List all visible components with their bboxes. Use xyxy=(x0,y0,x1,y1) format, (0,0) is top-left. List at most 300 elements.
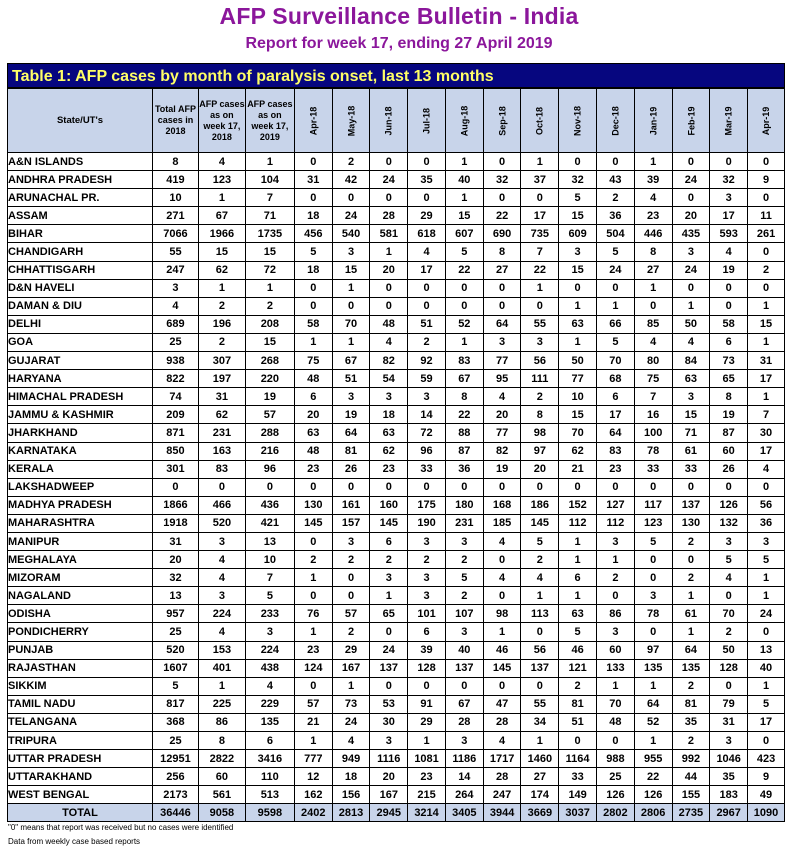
state-name: ASSAM xyxy=(8,207,153,225)
cell-value: 50 xyxy=(559,352,597,370)
cell-value: 955 xyxy=(634,750,672,768)
cell-value: 938 xyxy=(152,352,198,370)
cell-value: 456 xyxy=(294,225,332,243)
cell-value: 15 xyxy=(748,315,785,333)
cell-value: 128 xyxy=(710,659,748,677)
table-row xyxy=(8,207,785,225)
cell-value: 4 xyxy=(672,333,710,351)
cell-value: 67 xyxy=(332,352,370,370)
cell-value: 2 xyxy=(198,333,245,351)
cell-value: 261 xyxy=(748,225,785,243)
table-row xyxy=(8,659,785,677)
cell-value: 2173 xyxy=(152,786,198,804)
cell-value: 133 xyxy=(597,659,635,677)
cell-value: 17 xyxy=(521,207,559,225)
cell-value: 0 xyxy=(597,153,635,171)
cell-value: 3 xyxy=(332,532,370,550)
cell-value: 42 xyxy=(332,171,370,189)
cell-value: 2806 xyxy=(634,804,672,822)
cell-value: 37 xyxy=(521,171,559,189)
cell-value: 4 xyxy=(748,460,785,478)
cell-value: 52 xyxy=(445,315,483,333)
cell-value: 59 xyxy=(408,370,446,388)
cell-value: 8 xyxy=(152,153,198,171)
header-month-label: May-18 xyxy=(346,105,357,136)
cell-value: 607 xyxy=(445,225,483,243)
cell-value: 162 xyxy=(294,786,332,804)
cell-value: 64 xyxy=(672,641,710,659)
state-name: ANDHRA PRADESH xyxy=(8,171,153,189)
cell-value: 1 xyxy=(445,153,483,171)
cell-value: 24 xyxy=(672,261,710,279)
cell-value: 190 xyxy=(408,514,446,532)
cell-value: 1 xyxy=(445,333,483,351)
cell-value: 4 xyxy=(152,297,198,315)
cell-value: 850 xyxy=(152,442,198,460)
cell-value: 224 xyxy=(198,605,245,623)
cell-value: 68 xyxy=(597,370,635,388)
cell-value: 8 xyxy=(483,243,521,261)
cell-value: 1046 xyxy=(710,750,748,768)
table-row xyxy=(8,352,785,370)
header-month xyxy=(370,89,408,153)
cell-value: 1 xyxy=(559,587,597,605)
cell-value: 72 xyxy=(245,261,294,279)
table-row xyxy=(8,424,785,442)
afp-cases-table xyxy=(7,88,785,822)
cell-value: 0 xyxy=(748,243,785,261)
cell-value: 28 xyxy=(445,713,483,731)
cell-value: 30 xyxy=(748,424,785,442)
cell-value: 17 xyxy=(748,713,785,731)
header-month-label: Oct-18 xyxy=(534,106,545,135)
cell-value: 0 xyxy=(294,478,332,496)
header-month-label: Jun-18 xyxy=(383,105,394,136)
cell-value: 56 xyxy=(748,496,785,514)
cell-value: 822 xyxy=(152,370,198,388)
cell-value: 0 xyxy=(597,279,635,297)
cell-value: 152 xyxy=(559,496,597,514)
table-total-row xyxy=(8,804,785,822)
cell-value: 17 xyxy=(748,442,785,460)
table-row xyxy=(8,623,785,641)
table-row xyxy=(8,225,785,243)
cell-value: 609 xyxy=(559,225,597,243)
cell-value: 0 xyxy=(245,478,294,496)
cell-value: 0 xyxy=(521,297,559,315)
cell-value: 155 xyxy=(672,786,710,804)
cell-value: 0 xyxy=(483,677,521,695)
cell-value: 73 xyxy=(710,352,748,370)
cell-value: 419 xyxy=(152,171,198,189)
header-month-label: Jan-19 xyxy=(648,106,659,135)
cell-value: 0 xyxy=(710,153,748,171)
cell-value: 229 xyxy=(245,695,294,713)
cell-value: 0 xyxy=(559,279,597,297)
cell-value: 64 xyxy=(597,424,635,442)
cell-value: 233 xyxy=(245,605,294,623)
cell-value: 58 xyxy=(294,315,332,333)
cell-value: 84 xyxy=(672,352,710,370)
cell-value: 2 xyxy=(245,297,294,315)
cell-value: 4 xyxy=(483,569,521,587)
cell-value: 0 xyxy=(672,551,710,569)
cell-value: 80 xyxy=(634,352,672,370)
header-month-label: Feb-19 xyxy=(685,105,696,136)
cell-value: 18 xyxy=(294,261,332,279)
cell-value: 52 xyxy=(634,713,672,731)
cell-value: 0 xyxy=(483,551,521,569)
cell-value: 62 xyxy=(198,406,245,424)
cell-value: 14 xyxy=(408,406,446,424)
state-name: BIHAR xyxy=(8,225,153,243)
cell-value: 82 xyxy=(370,352,408,370)
cell-value: 123 xyxy=(634,514,672,532)
cell-value: 231 xyxy=(198,424,245,442)
cell-value: 9058 xyxy=(198,804,245,822)
cell-value: 0 xyxy=(634,478,672,496)
cell-value: 77 xyxy=(559,370,597,388)
cell-value: 55 xyxy=(152,243,198,261)
table-row xyxy=(8,388,785,406)
cell-value: 126 xyxy=(710,496,748,514)
cell-value: 4 xyxy=(483,732,521,750)
cell-value: 0 xyxy=(294,587,332,605)
cell-value: 55 xyxy=(521,695,559,713)
state-name: CHHATTISGARH xyxy=(8,261,153,279)
cell-value: 2 xyxy=(672,732,710,750)
cell-value: 0 xyxy=(408,279,446,297)
cell-value: 20 xyxy=(370,768,408,786)
cell-value: 446 xyxy=(634,225,672,243)
cell-value: 156 xyxy=(332,786,370,804)
cell-value: 224 xyxy=(245,641,294,659)
cell-value: 127 xyxy=(597,496,635,514)
cell-value: 1116 xyxy=(370,750,408,768)
cell-value: 0 xyxy=(370,677,408,695)
cell-value: 40 xyxy=(748,659,785,677)
cell-value: 1 xyxy=(559,297,597,315)
cell-value: 3416 xyxy=(245,750,294,768)
cell-value: 36 xyxy=(445,460,483,478)
cell-value: 209 xyxy=(152,406,198,424)
state-name: UTTARAKHAND xyxy=(8,768,153,786)
cell-value: 618 xyxy=(408,225,446,243)
cell-value: 3 xyxy=(152,279,198,297)
cell-value: 40 xyxy=(445,171,483,189)
cell-value: 0 xyxy=(710,587,748,605)
cell-value: 0 xyxy=(710,297,748,315)
cell-value: 46 xyxy=(559,641,597,659)
cell-value: 1 xyxy=(521,153,559,171)
table-row xyxy=(8,261,785,279)
cell-value: 3 xyxy=(672,243,710,261)
cell-value: 51 xyxy=(559,713,597,731)
cell-value: 3 xyxy=(445,623,483,641)
cell-value: 4 xyxy=(521,569,559,587)
cell-value: 1 xyxy=(332,279,370,297)
header-month xyxy=(408,89,446,153)
cell-value: 48 xyxy=(294,442,332,460)
cell-value: 593 xyxy=(710,225,748,243)
cell-value: 5 xyxy=(152,677,198,695)
cell-value: 2 xyxy=(559,677,597,695)
cell-value: 97 xyxy=(634,641,672,659)
cell-value: 3 xyxy=(445,732,483,750)
cell-value: 28 xyxy=(483,768,521,786)
table-row xyxy=(8,189,785,207)
cell-value: 1 xyxy=(748,587,785,605)
cell-value: 67 xyxy=(445,695,483,713)
cell-value: 0 xyxy=(710,677,748,695)
cell-value: 2 xyxy=(748,261,785,279)
table-row xyxy=(8,171,785,189)
table-header-row xyxy=(8,89,785,153)
cell-value: 1 xyxy=(672,297,710,315)
state-name: RAJASTHAN xyxy=(8,659,153,677)
cell-value: 61 xyxy=(672,605,710,623)
cell-value: 4 xyxy=(634,333,672,351)
cell-value: 167 xyxy=(370,786,408,804)
cell-value: 6 xyxy=(597,388,635,406)
cell-value: 4 xyxy=(332,732,370,750)
cell-value: 74 xyxy=(152,388,198,406)
cell-value: 0 xyxy=(294,189,332,207)
table-row xyxy=(8,315,785,333)
cell-value: 20 xyxy=(294,406,332,424)
header-month-label: Sep-18 xyxy=(497,105,508,136)
cell-value: 22 xyxy=(445,406,483,424)
state-name: LAKSHADWEEP xyxy=(8,478,153,496)
cell-value: 20 xyxy=(672,207,710,225)
cell-value: 3 xyxy=(748,532,785,550)
cell-value: 157 xyxy=(332,514,370,532)
cell-value: 135 xyxy=(672,659,710,677)
header-week17-2018: AFP cases as on week 17, 2018 xyxy=(198,89,245,153)
cell-value: 145 xyxy=(370,514,408,532)
cell-value: 1 xyxy=(294,732,332,750)
cell-value: 57 xyxy=(245,406,294,424)
table-row xyxy=(8,478,785,496)
cell-value: 65 xyxy=(370,605,408,623)
table-row xyxy=(8,605,785,623)
page-title: AFP Surveillance Bulletin - India xyxy=(219,3,579,29)
cell-value: 6 xyxy=(710,333,748,351)
cell-value: 197 xyxy=(198,370,245,388)
cell-value: 174 xyxy=(521,786,559,804)
cell-value: 8 xyxy=(521,406,559,424)
cell-value: 22 xyxy=(483,207,521,225)
cell-value: 35 xyxy=(710,768,748,786)
cell-value: 2402 xyxy=(294,804,332,822)
cell-value: 0 xyxy=(332,478,370,496)
cell-value: 1 xyxy=(245,153,294,171)
cell-value: 65 xyxy=(710,370,748,388)
cell-value: 871 xyxy=(152,424,198,442)
cell-value: 112 xyxy=(559,514,597,532)
cell-value: 40 xyxy=(445,641,483,659)
cell-value: 264 xyxy=(445,786,483,804)
table-row xyxy=(8,442,785,460)
cell-value: 26 xyxy=(332,460,370,478)
table-row xyxy=(8,695,785,713)
cell-value: 215 xyxy=(408,786,446,804)
cell-value: 137 xyxy=(370,659,408,677)
cell-value: 268 xyxy=(245,352,294,370)
header-month xyxy=(559,89,597,153)
cell-value: 5 xyxy=(597,333,635,351)
cell-value: 104 xyxy=(245,171,294,189)
cell-value: 0 xyxy=(445,297,483,315)
cell-value: 271 xyxy=(152,207,198,225)
cell-value: 1 xyxy=(597,677,635,695)
cell-value: 70 xyxy=(597,352,635,370)
cell-value: 3669 xyxy=(521,804,559,822)
cell-value: 64 xyxy=(483,315,521,333)
cell-value: 6 xyxy=(370,532,408,550)
cell-value: 10 xyxy=(152,189,198,207)
cell-value: 4 xyxy=(198,153,245,171)
cell-value: 21 xyxy=(294,713,332,731)
cell-value: 2 xyxy=(672,532,710,550)
cell-value: 130 xyxy=(672,514,710,532)
cell-value: 35 xyxy=(672,713,710,731)
cell-value: 81 xyxy=(672,695,710,713)
cell-value: 30 xyxy=(370,713,408,731)
cell-value: 988 xyxy=(597,750,635,768)
cell-value: 5 xyxy=(445,243,483,261)
cell-value: 34 xyxy=(521,713,559,731)
cell-value: 20 xyxy=(483,406,521,424)
cell-value: 1 xyxy=(198,189,245,207)
cell-value: 56 xyxy=(521,352,559,370)
cell-value: 98 xyxy=(521,424,559,442)
cell-value: 32 xyxy=(152,569,198,587)
cell-value: 220 xyxy=(245,370,294,388)
cell-value: 29 xyxy=(332,641,370,659)
table-title: Table 1: AFP cases by month of paralysis onset, last 13 months xyxy=(7,63,785,88)
cell-value: 60 xyxy=(597,641,635,659)
cell-value: 231 xyxy=(445,514,483,532)
cell-value: 4 xyxy=(483,532,521,550)
cell-value: 7066 xyxy=(152,225,198,243)
cell-value: 66 xyxy=(597,315,635,333)
cell-value: 4 xyxy=(710,569,748,587)
cell-value: 29 xyxy=(408,207,446,225)
cell-value: 145 xyxy=(294,514,332,532)
header-week17-2019: AFP cases as on week 17, 2019 xyxy=(245,89,294,153)
cell-value: 8 xyxy=(198,732,245,750)
cell-value: 63 xyxy=(294,424,332,442)
cell-value: 735 xyxy=(521,225,559,243)
cell-value: 1 xyxy=(521,732,559,750)
cell-value: 0 xyxy=(294,677,332,695)
cell-value: 438 xyxy=(245,659,294,677)
cell-value: 8 xyxy=(445,388,483,406)
cell-value: 33 xyxy=(672,460,710,478)
cell-value: 0 xyxy=(634,297,672,315)
cell-value: 2 xyxy=(521,388,559,406)
cell-value: 7 xyxy=(521,243,559,261)
cell-value: 0 xyxy=(332,587,370,605)
cell-value: 60 xyxy=(198,768,245,786)
cell-value: 62 xyxy=(198,261,245,279)
header-month-label: Apr-19 xyxy=(761,106,772,135)
header-state: State/UT's xyxy=(8,89,153,153)
cell-value: 0 xyxy=(672,279,710,297)
cell-value: 32 xyxy=(710,171,748,189)
state-name: TELANGANA xyxy=(8,713,153,731)
cell-value: 71 xyxy=(245,207,294,225)
cell-value: 87 xyxy=(710,424,748,442)
state-name: UTTAR PRADESH xyxy=(8,750,153,768)
table-row xyxy=(8,153,785,171)
cell-value: 168 xyxy=(483,496,521,514)
cell-value: 4 xyxy=(408,243,446,261)
state-name: HIMACHAL PRADESH xyxy=(8,388,153,406)
cell-value: 0 xyxy=(294,297,332,315)
cell-value: 1 xyxy=(634,732,672,750)
cell-value: 1 xyxy=(483,623,521,641)
cell-value: 20 xyxy=(370,261,408,279)
cell-value: 2 xyxy=(408,333,446,351)
cell-value: 0 xyxy=(597,587,635,605)
cell-value: 0 xyxy=(634,551,672,569)
cell-value: 72 xyxy=(408,424,446,442)
table-row xyxy=(8,750,785,768)
cell-value: 10 xyxy=(559,388,597,406)
state-name: MAHARASHTRA xyxy=(8,514,153,532)
cell-value: 63 xyxy=(370,424,408,442)
cell-value: 3214 xyxy=(408,804,446,822)
cell-value: 0 xyxy=(521,677,559,695)
cell-value: 32 xyxy=(483,171,521,189)
cell-value: 48 xyxy=(370,315,408,333)
cell-value: 22 xyxy=(445,261,483,279)
cell-value: 86 xyxy=(198,713,245,731)
cell-value: 31 xyxy=(710,713,748,731)
cell-value: 0 xyxy=(483,587,521,605)
cell-value: 368 xyxy=(152,713,198,731)
header-month-label: Dec-18 xyxy=(610,105,621,136)
cell-value: 421 xyxy=(245,514,294,532)
cell-value: 435 xyxy=(672,225,710,243)
afp-table-container xyxy=(7,63,785,822)
table-row xyxy=(8,786,785,804)
cell-value: 0 xyxy=(408,677,446,695)
cell-value: 3 xyxy=(408,587,446,605)
cell-value: 180 xyxy=(445,496,483,514)
source-note: Data from weekly case based reports xyxy=(8,837,141,846)
cell-value: 957 xyxy=(152,605,198,623)
cell-value: 3 xyxy=(672,388,710,406)
cell-value: 16 xyxy=(634,406,672,424)
cell-value: 0 xyxy=(748,189,785,207)
cell-value: 1607 xyxy=(152,659,198,677)
header-month xyxy=(597,89,635,153)
cell-value: 2 xyxy=(445,587,483,605)
cell-value: 111 xyxy=(521,370,559,388)
cell-value: 0 xyxy=(445,478,483,496)
zero-note: "0" means that report was received but no cases were identified xyxy=(8,823,234,832)
cell-value: 1 xyxy=(559,532,597,550)
cell-value: 1164 xyxy=(559,750,597,768)
cell-value: 436 xyxy=(245,496,294,514)
cell-value: 4 xyxy=(245,677,294,695)
cell-value: 24 xyxy=(748,605,785,623)
header-month-label: Nov-18 xyxy=(572,105,583,136)
cell-value: 1 xyxy=(408,732,446,750)
